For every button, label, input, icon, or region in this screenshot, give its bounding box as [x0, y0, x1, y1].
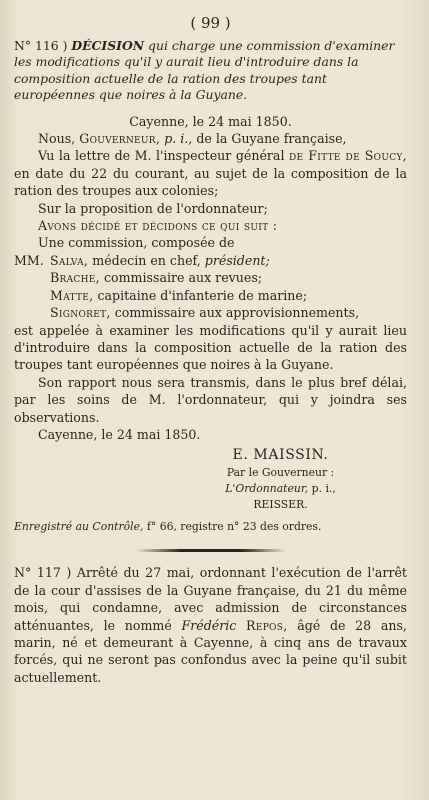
member-extra: président;	[204, 252, 270, 268]
rapport-paragraph: Son rapport nous sera transmis, dans le plus bref délai, par les soins de M. l'ordonnateur, qui y joindra ses observations.	[14, 374, 407, 425]
arret-name-first: Frédéric	[181, 617, 237, 633]
member-role: commissaire aux approvisionnements,	[114, 305, 360, 321]
vu-rest: en date du 22 du courant, au sujet de la composition de la ration des troupes aux colonies;	[14, 165, 407, 199]
sur-paragraph: Sur la proposition de l'ordonnateur;	[38, 200, 268, 216]
decision-number: N° 116 )	[14, 38, 68, 53]
commission-paragraph: Une commission, composée de	[38, 235, 235, 251]
decision-title: DÉCISION	[71, 38, 145, 53]
arret-section	[14, 564, 407, 686]
nous-pi: p. i.,	[164, 131, 193, 147]
appelee-paragraph: est appelée à examiner les modifications qu'il y aurait lieu d'introduire dans la composition actuelle de la ration des troupes tant européennes que noires à la Guyane.	[14, 322, 407, 373]
ordonnateur-line	[154, 481, 407, 497]
avons-paragraph: Avons décidé et décidons ce qui suit :	[38, 218, 278, 234]
nous-paragraph	[14, 130, 407, 147]
members-block	[14, 252, 407, 322]
arret-text-2: âgé de 28 ans, marin, né et demeurant à Cayenne, à cinq ans de travaux forcés, qui ne seront pas confondus avec la peine qu'il subit actuellement.	[14, 617, 407, 685]
ordonnateur-signature: REISSER.	[253, 498, 308, 512]
decision-summary: qui charge une commission d'examiner les modifications qu'il y aurait lieu d'introduire dans la composition actuelle de la ration des troupes tant européennes que noires à la Guyane.	[14, 38, 395, 103]
nous-title: Gouverneur,	[79, 131, 161, 147]
registry-note	[14, 519, 407, 535]
member-name: Matte,	[50, 287, 94, 303]
section-divider	[136, 549, 286, 552]
ordonnateur-title: L'Ordonnateur,	[225, 482, 309, 496]
vu-text: Vu la lettre de M. l'inspecteur général	[38, 148, 285, 164]
members-list	[50, 252, 407, 322]
governor-signature: E. MAISSIN.	[232, 447, 329, 464]
place-date: Cayenne, le 24 mai 1850.	[129, 113, 292, 129]
registry-details: f° 66, registre n° 23 des ordres.	[146, 520, 322, 534]
member-line	[50, 287, 407, 304]
decision-heading	[14, 38, 407, 104]
nous-rest: de la Guyane française,	[196, 131, 347, 147]
par-le-gouverneur: Par le Gouverneur :	[226, 466, 335, 480]
member-role: capitaine d'infanterie de marine;	[97, 287, 308, 303]
page-number: ( 99 )	[190, 14, 231, 32]
member-role: médecin en chef,	[92, 252, 201, 268]
arret-number: N° 117 )	[14, 565, 72, 581]
arret-name-last: Repos,	[246, 617, 288, 633]
arret-text-1: Arrêté du 27 mai, ordonnant l'exécution de l'arrêt de la cour d'assises de la Guyane française, du 21 du même mois, qui condamne, avec admission de circonstances atténuantes, le nommé	[14, 565, 407, 633]
member-role: commissaire aux revues;	[103, 270, 263, 286]
closing-date: Cayenne, le 24 mai 1850.	[38, 426, 201, 442]
member-line	[50, 304, 407, 321]
nous-prefix: Nous,	[38, 131, 76, 147]
member-name: Signoret,	[50, 305, 111, 321]
member-line	[50, 269, 407, 286]
signature-block	[154, 445, 407, 513]
inspector-name: de Fitte de Soucy,	[289, 148, 407, 164]
member-name: Brache,	[50, 270, 100, 286]
mm-label: MM.	[14, 252, 44, 268]
registry-label: Enregistré au Contrôle,	[14, 520, 144, 534]
vu-paragraph	[14, 147, 407, 199]
member-name: Salva,	[50, 252, 89, 268]
arret-paragraph	[14, 564, 407, 686]
member-line	[50, 252, 407, 269]
ordonnateur-pi: p. i.,	[311, 482, 336, 496]
